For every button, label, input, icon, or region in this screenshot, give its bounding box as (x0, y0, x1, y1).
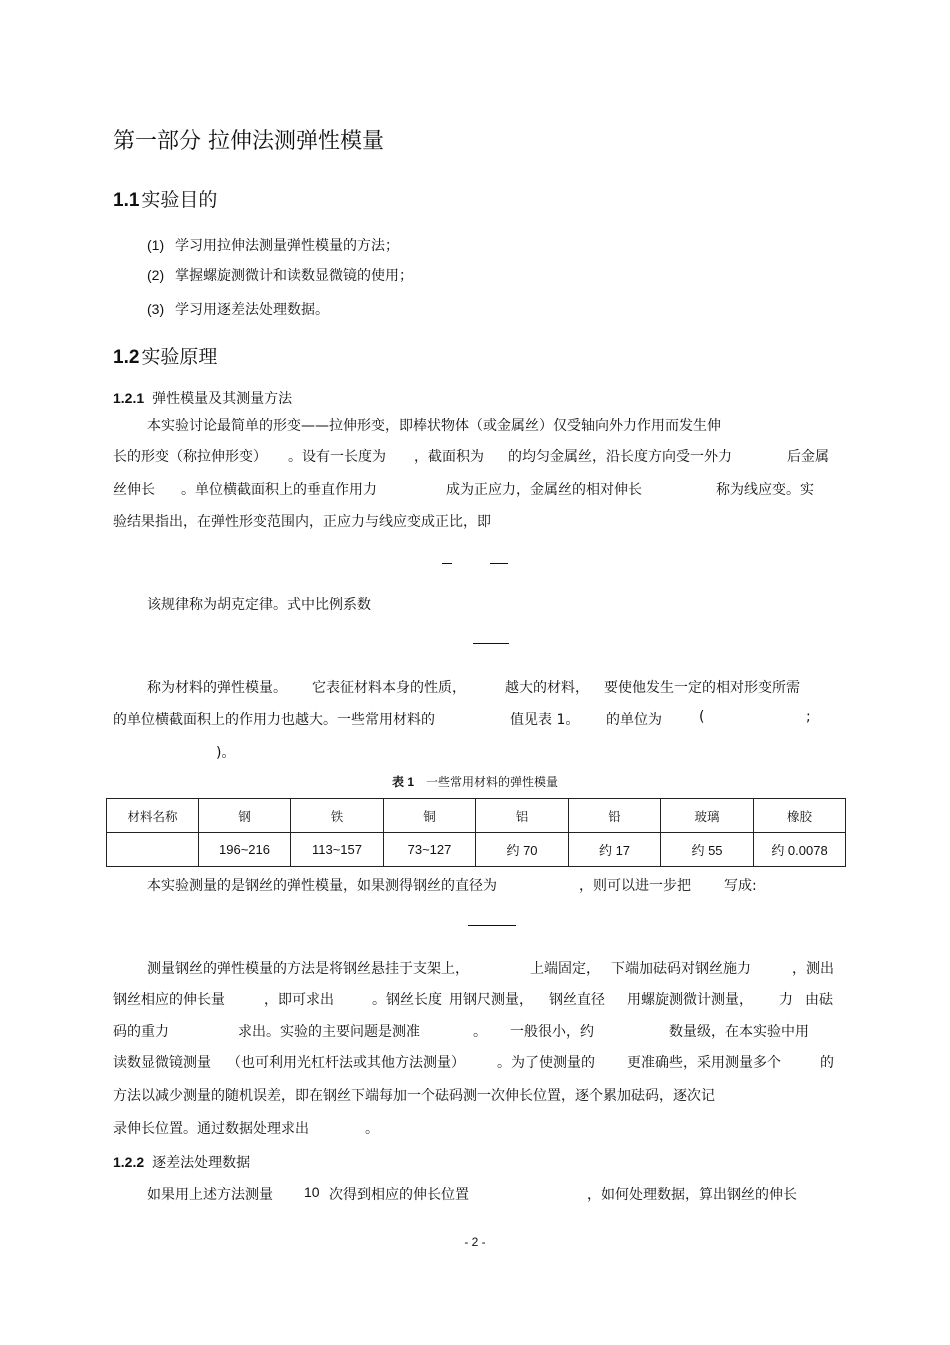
table-header-row (107, 799, 846, 833)
paragraph-text: 读数显微镜测量 (113, 1055, 211, 1071)
paragraph-text: 用螺旋测微计测量， (627, 992, 753, 1008)
table-header-cell: 铝 (476, 799, 569, 833)
table-caption-number: 表 1 (391, 775, 414, 789)
fraction-bar (468, 925, 516, 926)
paragraph-text: 数量级，在本实验中用 (669, 1024, 809, 1040)
paragraph-text: ，则可以进一步把 (579, 878, 691, 894)
table-cell: 73~127 (384, 833, 476, 867)
paragraph-text: 如果用上述方法测量 (147, 1187, 273, 1203)
objective-number: (1) (147, 237, 165, 253)
paragraph-text: 下端加砝码对钢丝施力 (611, 961, 751, 977)
paragraph-text: ( (699, 709, 705, 725)
paragraph-text: ; (806, 709, 811, 725)
paragraph-text: 称为线应变。实 (716, 482, 814, 498)
objective-item (147, 265, 413, 285)
table-cell: 约 0.0078 (754, 833, 846, 867)
paragraph-line: 方法以减少测量的随机误差，即在钢丝下端每加一个砝码测一次伸长位置，逐个累加砝码，逐次记 (113, 1088, 715, 1104)
subsection-number: 1.2.2 (113, 1154, 145, 1170)
section-heading-1-1 (113, 185, 217, 212)
paragraph-text: 写成: (724, 878, 757, 894)
paragraph-text: 称为材料的弹性模量。 (147, 680, 287, 696)
paragraph-text: 的均匀金属丝，沿长度方向受一外力 (508, 449, 732, 465)
paragraph-text: )。 (216, 745, 236, 761)
section-number: 1.2 (113, 347, 140, 368)
paragraph-line: 本实验讨论最简单的形变——拉伸形变，即棒状物体（或金属丝）仅受轴向外力作用而发生伸 (147, 418, 721, 434)
section-title: 实验原理 (141, 346, 218, 368)
paragraph-text: 。 (365, 1121, 379, 1137)
elastic-modulus-table (106, 798, 846, 867)
table-header-cell: 材料名称 (107, 799, 199, 833)
table-cell: 约 17 (569, 833, 661, 867)
part-title: 第一部分 拉伸法测弹性模量 (113, 129, 384, 154)
paragraph-text: 成为正应力，金属丝的相对伸长 (446, 482, 642, 498)
section-title: 实验目的 (141, 189, 218, 211)
paragraph-text: 由砝 (805, 992, 833, 1008)
table-cell: 约 55 (661, 833, 754, 867)
table-caption (0, 773, 950, 790)
paragraph-text: ，如何处理数据，算出钢丝的伸长 (587, 1187, 797, 1203)
table-cell: 196~216 (199, 833, 291, 867)
objective-number: (3) (147, 301, 165, 317)
paragraph-text: 10 (304, 1184, 320, 1200)
paragraph-text: 越大的材料， (505, 680, 589, 696)
paragraph-text: 上端固定， (530, 961, 600, 977)
objective-text: 掌握螺旋测微计和读数显微镜的使用； (175, 268, 413, 284)
table-header-cell: 玻璃 (661, 799, 754, 833)
paragraph-text: 。 (473, 1024, 487, 1040)
paragraph-text: 丝伸长 (113, 482, 155, 498)
paragraph-text: 值见表 1。 (510, 712, 580, 728)
objective-item (147, 299, 329, 319)
subsection-title: 逐差法处理数据 (152, 1155, 251, 1171)
subsection-heading-1-2-1 (113, 388, 292, 408)
paragraph-text: 。为了使测量的 (497, 1055, 595, 1071)
paragraph-text: ，即可求出 (264, 992, 334, 1008)
paragraph-text: 用钢尺测量， (449, 992, 533, 1008)
table-header-cell: 铅 (569, 799, 661, 833)
table-cell (107, 833, 199, 867)
fraction-bar (473, 643, 509, 644)
subsection-number: 1.2.1 (113, 390, 145, 406)
paragraph-text: 的单位横截面积上的作用力也越大。一些常用材料的 (113, 712, 435, 728)
table-cell: 约 70 (476, 833, 569, 867)
paragraph-text: 本实验测量的是钢丝的弹性模量，如果测得钢丝的直径为 (147, 878, 497, 894)
table-row (107, 833, 846, 867)
objective-number: (2) (147, 267, 165, 283)
paragraph-text: 更准确些，采用测量多个 (627, 1055, 781, 1071)
paragraph-text: 。设有一长度为 (288, 449, 386, 465)
paragraph-text: （也可利用光杠杆法或其他方法测量） (227, 1055, 465, 1071)
subsection-heading-1-2-2 (113, 1152, 250, 1172)
objective-item (147, 235, 399, 255)
subsection-title: 弹性模量及其测量方法 (152, 391, 293, 407)
table-caption-text: 一些常用材料的弹性模量 (426, 775, 559, 789)
paragraph-text: 力 (779, 992, 793, 1008)
paragraph-line: 该规律称为胡克定律。式中比例系数 (147, 597, 371, 613)
objective-text: 学习用拉伸法测量弹性模量的方法； (175, 238, 399, 254)
table-header-cell: 铜 (384, 799, 476, 833)
page-number: - 2 - (464, 1235, 486, 1249)
paragraph-text: 测量钢丝的弹性模量的方法是将钢丝悬挂于支架上， (147, 961, 469, 977)
paragraph-text: 一般很小，约 (510, 1024, 594, 1040)
paragraph-text: 求出。实验的主要问题是测准 (238, 1024, 420, 1040)
paragraph-text: ，测出 (792, 961, 834, 977)
paragraph-text: 录伸长位置。通过数据处理求出 (113, 1121, 309, 1137)
paragraph-text: 。钢丝长度 (372, 992, 442, 1008)
paragraph-text: 钢丝相应的伸长量 (113, 992, 225, 1008)
paragraph-text: 的 (820, 1055, 834, 1071)
paragraph-text: 后金属 (787, 449, 829, 465)
objective-text: 学习用逐差法处理数据。 (175, 302, 329, 318)
paragraph-text: 码的重力 (113, 1024, 169, 1040)
section-number: 1.1 (113, 190, 140, 211)
table-header-cell: 钢 (199, 799, 291, 833)
table-header-cell: 铁 (291, 799, 384, 833)
paragraph-text: 的单位为 (606, 712, 662, 728)
paragraph-text: 钢丝直径 (549, 992, 605, 1008)
table-cell: 113~157 (291, 833, 384, 867)
table-header-cell: 橡胶 (754, 799, 846, 833)
paragraph-text: 要使他发生一定的相对形变所需 (604, 680, 800, 696)
paragraph-text: 次得到相应的伸长位置 (329, 1187, 469, 1203)
paragraph-text: 。单位横截面积上的垂直作用力 (181, 482, 377, 498)
paragraph-text: ，截面积为 (414, 449, 484, 465)
paragraph-text: 它表征材料本身的性质， (312, 680, 466, 696)
fraction-bar (442, 563, 452, 564)
fraction-bar (490, 563, 508, 564)
paragraph-line: 验结果指出，在弹性形变范围内，正应力与线应变成正比，即 (113, 514, 491, 530)
section-heading-1-2 (113, 342, 217, 369)
paragraph-text: 长的形变（称拉伸形变） (113, 449, 267, 465)
